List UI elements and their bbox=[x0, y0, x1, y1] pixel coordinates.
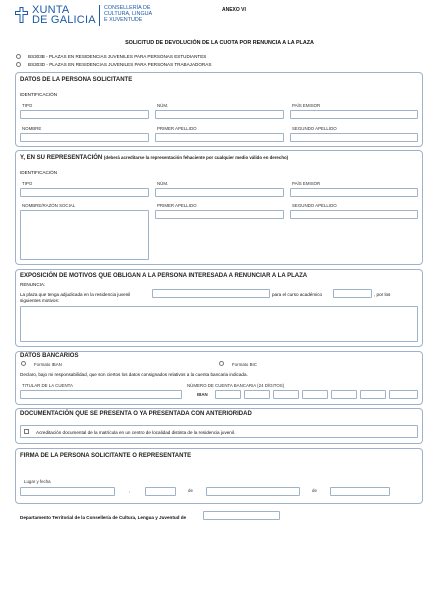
reasons-text2: para el curso académico bbox=[272, 292, 323, 297]
representative-nombre-field[interactable] bbox=[20, 210, 149, 260]
applicant-num-field[interactable] bbox=[155, 110, 284, 119]
bank-title: DATOS BANCARIOS bbox=[20, 353, 79, 359]
representative-pais-label: PAÍS EMISOR bbox=[292, 181, 321, 186]
bic-format-label: Formato BIC bbox=[232, 362, 257, 367]
logo-line2: DE GALICIA bbox=[32, 14, 96, 26]
applicant-apellido1-label: PRIMER APELLIDO bbox=[157, 126, 197, 131]
iban-field-7[interactable] bbox=[389, 390, 418, 399]
xunta-logo-text bbox=[32, 5, 96, 25]
option-bs303b-label: BS303B - PLAZAS EN RESIDENCIAS JUVENILES PARA PERSONAS ESTUDIANTES bbox=[28, 54, 207, 59]
reasons-textarea[interactable] bbox=[20, 306, 418, 342]
representative-tipo-field[interactable] bbox=[20, 188, 149, 197]
applicant-apellido2-label: SEGUNDO APELLIDO bbox=[292, 126, 337, 131]
applicant-pais-field[interactable] bbox=[290, 110, 418, 119]
xunta-cross-logo-icon bbox=[15, 7, 28, 23]
docs-title: DOCUMENTACIÓN QUE SE PRESENTA O YA PRESENTADA CON ANTERIORIDAD bbox=[20, 411, 252, 417]
iban-field-1[interactable] bbox=[215, 390, 241, 399]
residence-field[interactable] bbox=[152, 289, 270, 298]
applicant-apellido2-field[interactable] bbox=[290, 133, 418, 142]
representative-title-text: Y, EN SU REPRESENTACIÓN bbox=[20, 155, 103, 161]
iban-field-6[interactable] bbox=[360, 390, 386, 399]
iban-format-label: Formato IBAN bbox=[34, 362, 62, 367]
bank-declaration: Declaro, bajo mi responsabilidad, que son ciertos los datos consignados relativos a la cuenta bancaria indicada. bbox=[20, 372, 248, 377]
applicant-apellido1-field[interactable] bbox=[155, 133, 284, 142]
representative-apellido2-label: SEGUNDO APELLIDO bbox=[292, 203, 337, 208]
iban-format-radio[interactable] bbox=[21, 361, 26, 366]
representative-pais-field[interactable] bbox=[290, 188, 418, 197]
applicant-nombre-label: NOMBRE bbox=[22, 126, 42, 131]
department-label: Departamento Territorial de la Consellería de Cultura, Lengua y Juventud de bbox=[20, 515, 187, 520]
docs-item-label: Acreditación documental de la matrícula en un centro de localidad distinta de la residencia juvenil. bbox=[36, 430, 236, 435]
representative-note: (deberá acreditarse la representación fehaciente por cualquier medio válido en derecho) bbox=[103, 155, 289, 160]
iban-field-4[interactable] bbox=[302, 390, 328, 399]
annex-label: ANEXO VI bbox=[222, 7, 246, 13]
holder-label: TITULAR DE LA CUENTA bbox=[22, 383, 73, 388]
holder-field[interactable] bbox=[20, 390, 182, 399]
applicant-title: DATOS DE LA PERSONA SOLICITANTE bbox=[20, 77, 133, 83]
applicant-identification: IDENTIFICACIÓN bbox=[20, 92, 58, 97]
year-field[interactable] bbox=[330, 487, 390, 496]
bic-format-radio[interactable] bbox=[219, 361, 224, 366]
representative-num-label: NÚM. bbox=[157, 181, 169, 186]
applicant-tipo-field[interactable] bbox=[20, 110, 149, 119]
reasons-renuncia-label: RENUNCIA: bbox=[20, 282, 46, 287]
representative-nombre-label: NOMBRE/RAZÓN SOCIAL bbox=[22, 203, 76, 208]
cons-line1: CONSELLERÍA DE bbox=[104, 5, 151, 11]
applicant-nombre-field[interactable] bbox=[20, 133, 149, 142]
document-title: SOLICITUD DE DEVOLUCIÓN DE LA CUOTA POR RENUNCIA A LA PLAZA bbox=[125, 40, 314, 46]
option-bs303d-radio[interactable] bbox=[16, 62, 21, 67]
applicant-num-label: NÚM. bbox=[157, 103, 169, 108]
reasons-title: EXPOSICIÓN DE MOTIVOS QUE OBLIGAN A LA PERSONA INTERESADA A RENUNCIAR A LA PLAZA bbox=[20, 273, 308, 279]
docs-item-checkbox[interactable] bbox=[24, 429, 29, 434]
iban-prefix-label: IBAN bbox=[197, 392, 208, 397]
conselleria-name bbox=[104, 5, 152, 23]
iban-field-2[interactable] bbox=[244, 390, 270, 399]
option-bs303b-radio[interactable] bbox=[16, 54, 21, 59]
representative-title bbox=[20, 155, 288, 161]
reasons-text1: La plaza que tenga adjudicada en la residencia juvenil bbox=[20, 292, 131, 297]
cons-line3: E XUVENTUDE bbox=[104, 17, 143, 23]
applicant-pais-label: PAÍS EMISOR bbox=[292, 103, 321, 108]
place-date-label: Lugar y fecha bbox=[24, 479, 51, 484]
representative-num-field[interactable] bbox=[155, 188, 284, 197]
day-field[interactable] bbox=[145, 487, 176, 496]
logo-divider bbox=[99, 5, 100, 26]
representative-apellido2-field[interactable] bbox=[290, 210, 418, 219]
reasons-text4: siguientes motivos: bbox=[20, 298, 60, 303]
representative-identification: IDENTIFICACIÓN bbox=[20, 170, 58, 175]
signature-title: FIRMA DE LA PERSONA SOLICITANTE O REPRESENTANTE bbox=[20, 453, 192, 459]
de-label-1: de bbox=[188, 488, 193, 493]
month-field[interactable] bbox=[206, 487, 300, 496]
representative-tipo-label: TIPO bbox=[22, 181, 33, 186]
account-label: NÚMERO DE CUENTA BANCARIA (24 DÍGITOS) bbox=[187, 383, 285, 388]
de-label-2: de bbox=[312, 488, 317, 493]
comma-separator: , bbox=[129, 488, 131, 493]
reasons-text3: , por los bbox=[374, 292, 391, 297]
representative-apellido1-field[interactable] bbox=[155, 210, 284, 219]
iban-field-5[interactable] bbox=[331, 390, 357, 399]
place-field[interactable] bbox=[20, 487, 115, 496]
department-field[interactable] bbox=[203, 511, 280, 520]
representative-apellido1-label: PRIMER APELLIDO bbox=[157, 203, 197, 208]
logo-line1: XUNTA bbox=[32, 4, 70, 16]
option-bs303d-label: BS303D - PLAZAS EN RESIDENCIAS JUVENILES PARA PERSONAS TRABAJADORAS bbox=[28, 62, 212, 67]
iban-field-3[interactable] bbox=[273, 390, 299, 399]
cons-line2: CULTURA, LINGUA bbox=[104, 11, 153, 17]
applicant-tipo-label: TIPO bbox=[22, 103, 33, 108]
academic-year-field[interactable] bbox=[333, 289, 372, 298]
